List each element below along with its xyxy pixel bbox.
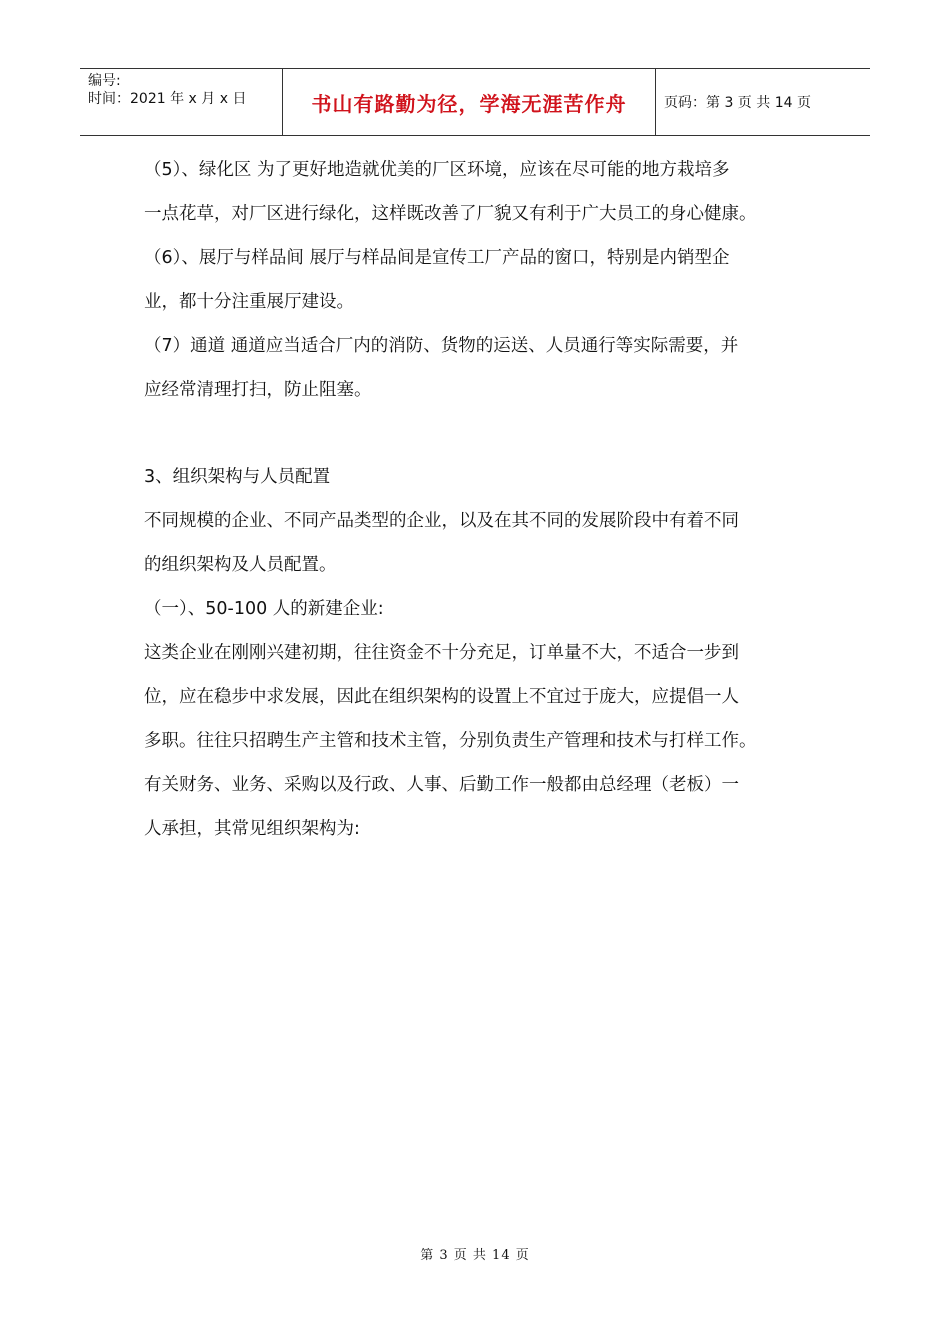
paragraph-gap xyxy=(144,412,809,455)
page-footer: 第 3 页 共 14 页 xyxy=(420,1248,530,1263)
body-line: （6）、展厅与样品间 展厅与样品间是宣传工厂产品的窗口，特别是内销型企 xyxy=(144,248,730,268)
header-motto: 书山有路勤为径，学海无涯苦作舟 xyxy=(311,91,627,116)
document-body xyxy=(144,148,809,851)
section-line: 多职。往往只招聘生产主管和技术主管，分别负责生产管理和技术与打样工作。 xyxy=(144,731,757,751)
body-line: 一点花草，对厂区进行绿化，这样既改善了厂貌又有利于广大员工的身心健康。 xyxy=(144,204,757,224)
section-line: 这类企业在刚刚兴建初期，往往资金不十分充足，订单量不大，不适合一步到 xyxy=(144,643,739,663)
body-line: 应经常清理打扫，防止阻塞。 xyxy=(144,380,372,400)
document-number-label: 编号: xyxy=(88,73,121,89)
document-time-label: 时间：2021 年 x 月 x 日 xyxy=(88,91,247,107)
header-page-cell xyxy=(656,69,870,135)
header-table xyxy=(80,68,870,136)
section-line: （一）、50-100 人的新建企业: xyxy=(144,599,384,619)
section-heading: 3、组织架构与人员配置 xyxy=(144,467,331,487)
section-line: 有关财务、业务、采购以及行政、人事、后勤工作一般都由总经理（老板）一 xyxy=(144,775,739,795)
section-line: 的组织架构及人员配置。 xyxy=(144,555,337,575)
body-line: （7）通道 通道应当适合厂内的消防、货物的运送、人员通行等实际需要，并 xyxy=(144,336,739,356)
header-meta-cell xyxy=(80,69,283,135)
body-line: 业，都十分注重展厅建设。 xyxy=(144,292,354,312)
section-line: 人承担，其常见组织架构为: xyxy=(144,819,360,839)
section-line: 不同规模的企业、不同产品类型的企业，以及在其不同的发展阶段中有着不同 xyxy=(144,511,739,531)
header-motto-cell xyxy=(283,69,656,135)
section-line: 位，应在稳步中求发展，因此在组织架构的设置上不宜过于庞大，应提倡一人 xyxy=(144,687,739,707)
body-line: （5）、绿化区 为了更好地造就优美的厂区环境，应该在尽可能的地方栽培多 xyxy=(144,160,730,180)
header-page-info: 页码：第 3 页 共 14 页 xyxy=(664,95,811,111)
